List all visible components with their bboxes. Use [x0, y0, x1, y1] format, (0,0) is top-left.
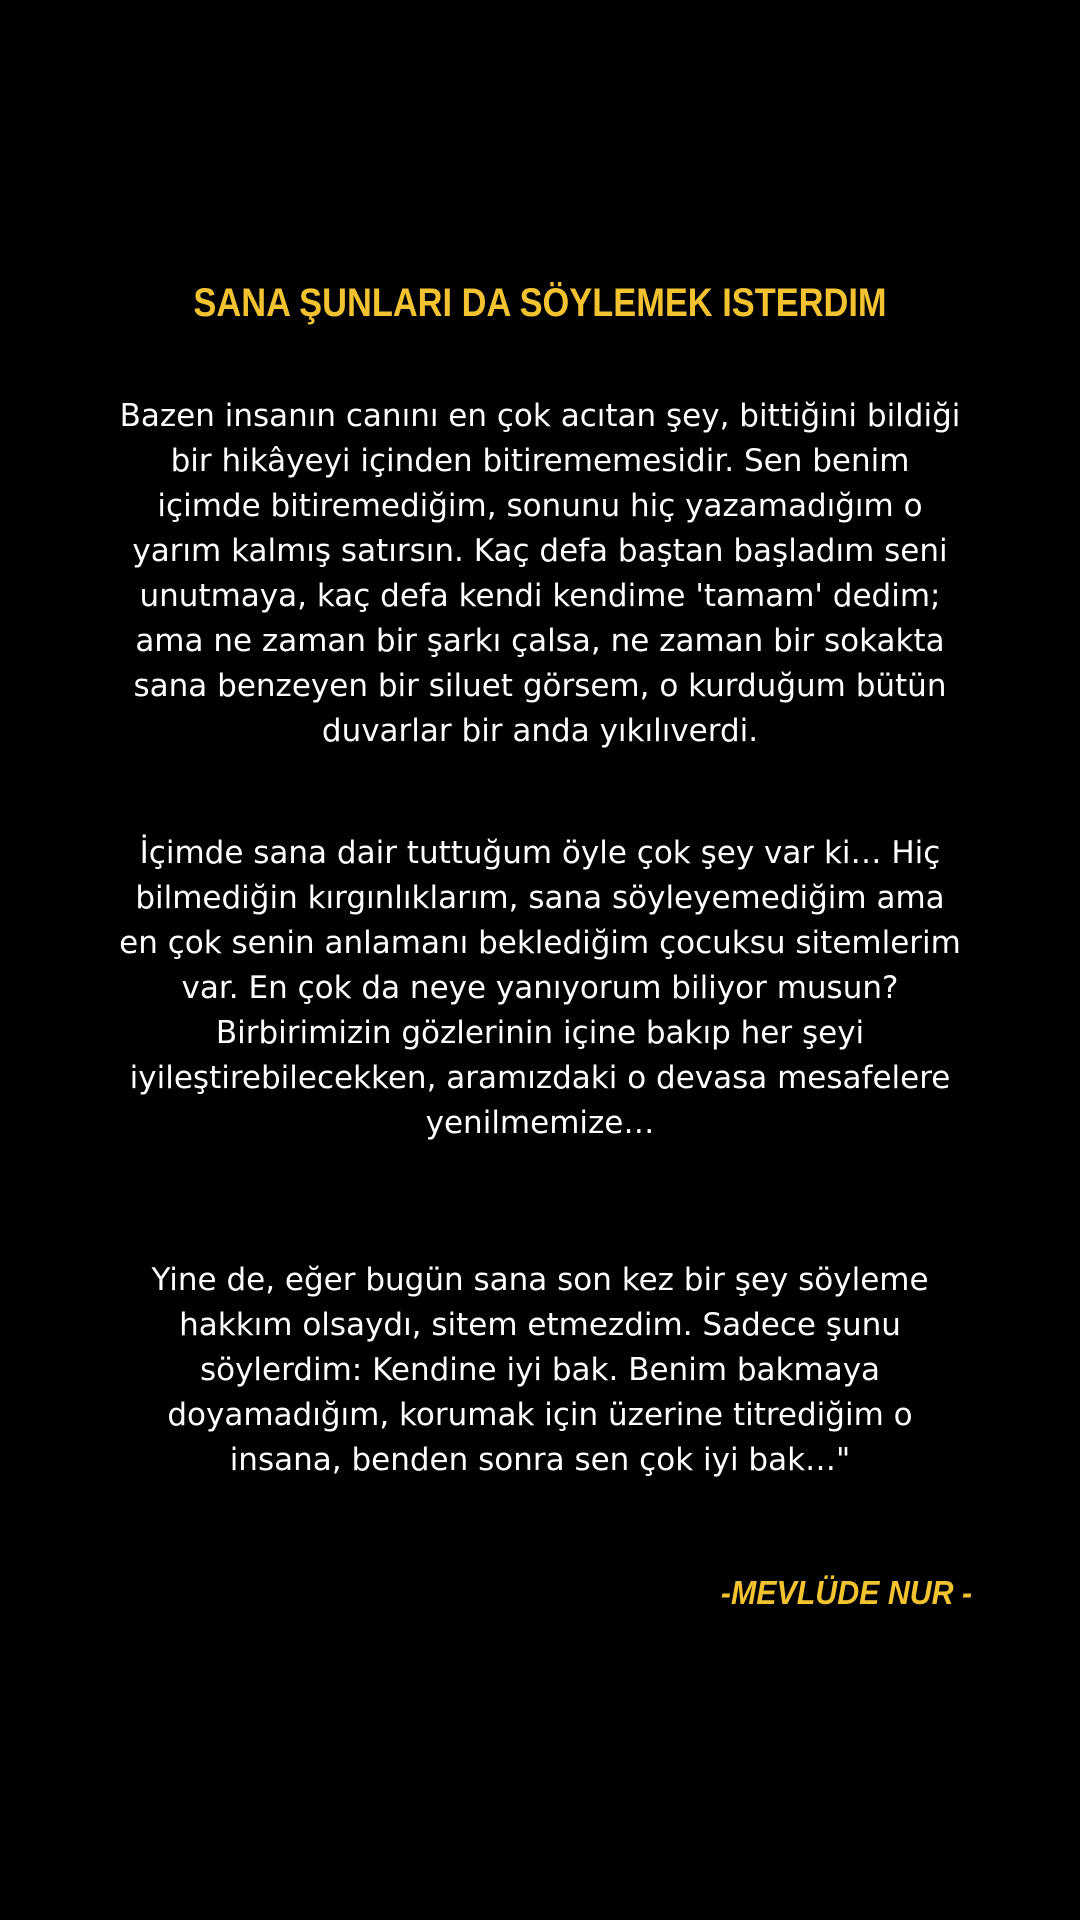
paragraph-line: Birbirimizin gözlerinin içine bakıp her şeyi [215, 1015, 865, 1051]
paragraph-line: yenilmemize… [425, 1105, 655, 1141]
paragraph-3 [60, 1258, 1020, 1483]
paragraph-line: ama ne zaman bir şarkı çalsa, ne zaman bir sokakta [135, 623, 945, 659]
paragraph-line: söylerdim: Kendine iyi bak. Benim bakmaya [199, 1352, 881, 1388]
author-signature: -MEVLÜDE NUR - [720, 1574, 972, 1611]
paragraph-line: hakkım olsaydı, sitem etmezdim. Sadece şunu [179, 1307, 901, 1343]
page-title: SANA ŞUNLARI DA SÖYLEMEK ISTERDIM [193, 281, 887, 325]
paragraph-line: duvarlar bir anda yıkılıverdi. [321, 713, 759, 749]
paragraph-line: bilmediğin kırgınlıklarım, sana söyleyemediğim ama [135, 880, 945, 916]
paragraph-line: yarım kalmış satırsın. Kaç defa baştan başladım seni [132, 533, 948, 569]
paragraph-line: sana benzeyen bir siluet görsem, o kurduğum bütün [133, 668, 947, 704]
paragraph-line: Yine de, eğer bugün sana son kez bir şey söyleme [151, 1262, 929, 1298]
paragraph-line: bir hikâyeyi içinden bitirememesidir. Sen benim [170, 443, 910, 479]
paragraph-line: var. En çok da neye yanıyorum biliyor musun? [181, 970, 899, 1006]
paragraph-line: unutmaya, kaç defa kendi kendime 'tamam' dedim; [139, 578, 941, 614]
paragraph-line: içimde bitiremediğim, sonunu hiç yazamadığım o [157, 488, 923, 524]
paragraph-line: insana, benden sonra sen çok iyi bak…" [229, 1442, 851, 1478]
paragraph-line: Bazen insanın canını en çok acıtan şey, bittiğini bildiği [119, 398, 961, 434]
paragraph-line: doyamadığım, korumak için üzerine titrediğim o [167, 1397, 913, 1433]
paragraph-line: iyileştirebilecekken, aramızdaki o devasa mesafelere [129, 1060, 951, 1096]
paragraph-1 [60, 394, 1020, 754]
paragraph-line: en çok senin anlamanı beklediğim çocuksu sitemlerim [119, 925, 961, 961]
paragraph-line: İçimde sana dair tuttuğum öyle çok şey var ki… Hiç [139, 835, 941, 871]
paragraph-2 [60, 831, 1020, 1146]
